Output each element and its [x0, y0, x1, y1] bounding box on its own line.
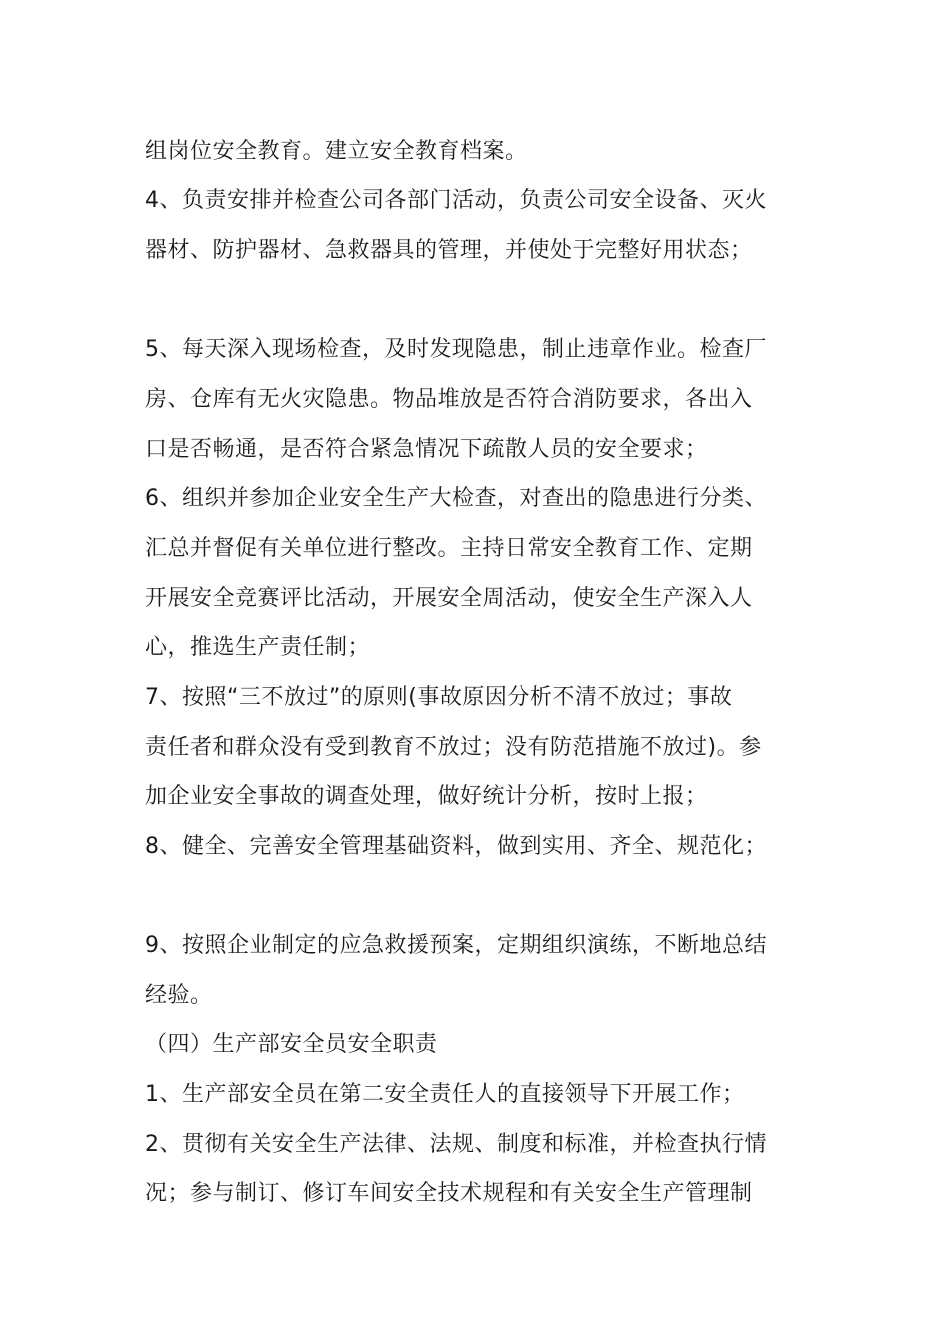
text-line: 器材、防护器材、急救器具的管理，并使处于完整好用状态；: [145, 238, 753, 263]
text-line: 开展安全竞赛评比活动，开展安全周活动，使安全生产深入人: [145, 586, 753, 611]
text-line: 8、健全、完善安全管理基础资料，做到实用、齐全、规范化；: [145, 834, 767, 859]
text-line: 7、按照“三不放过”的原则(事故原因分析不清不放过；事故: [145, 685, 733, 710]
section-heading: （四）生产部安全员安全职责: [145, 1032, 438, 1057]
text-line: 心，推选生产责任制；: [145, 635, 371, 660]
text-line: 4、负责安排并检查公司各部门活动，负责公司安全设备、灭火: [145, 188, 767, 213]
text-line: 1、生产部安全员在第二安全责任人的直接领导下开展工作；: [145, 1082, 745, 1107]
text-line: 经验。: [145, 983, 213, 1008]
text-line: 5、每天深入现场检查，及时发现隐患，制止违章作业。检查厂: [145, 337, 767, 362]
text-line: 房、仓库有无火灾隐患。物品堆放是否符合消防要求，各出入: [145, 387, 753, 412]
text-line: 况；参与制订、修订车间安全技术规程和有关安全生产管理制: [145, 1181, 753, 1206]
text-line: 9、按照企业制定的应急救援预案，定期组织演练，不断地总结: [145, 933, 767, 958]
text-line: 责任者和群众没有受到教育不放过；没有防范措施不放过)。参: [145, 735, 762, 760]
text-line: 加企业安全事故的调查处理，做好统计分析，按时上报；: [145, 784, 708, 809]
text-line: 2、贯彻有关安全生产法律、法规、制度和标准，并检查执行情: [145, 1132, 767, 1157]
text-line: 组岗位安全教育。建立安全教育档案。: [145, 139, 528, 164]
text-line: 汇总并督促有关单位进行整改。主持日常安全教育工作、定期: [145, 536, 753, 561]
text-line: 6、组织并参加企业安全生产大检查，对查出的隐患进行分类、: [145, 486, 767, 511]
text-line: 口是否畅通，是否符合紧急情况下疏散人员的安全要求；: [145, 437, 708, 462]
